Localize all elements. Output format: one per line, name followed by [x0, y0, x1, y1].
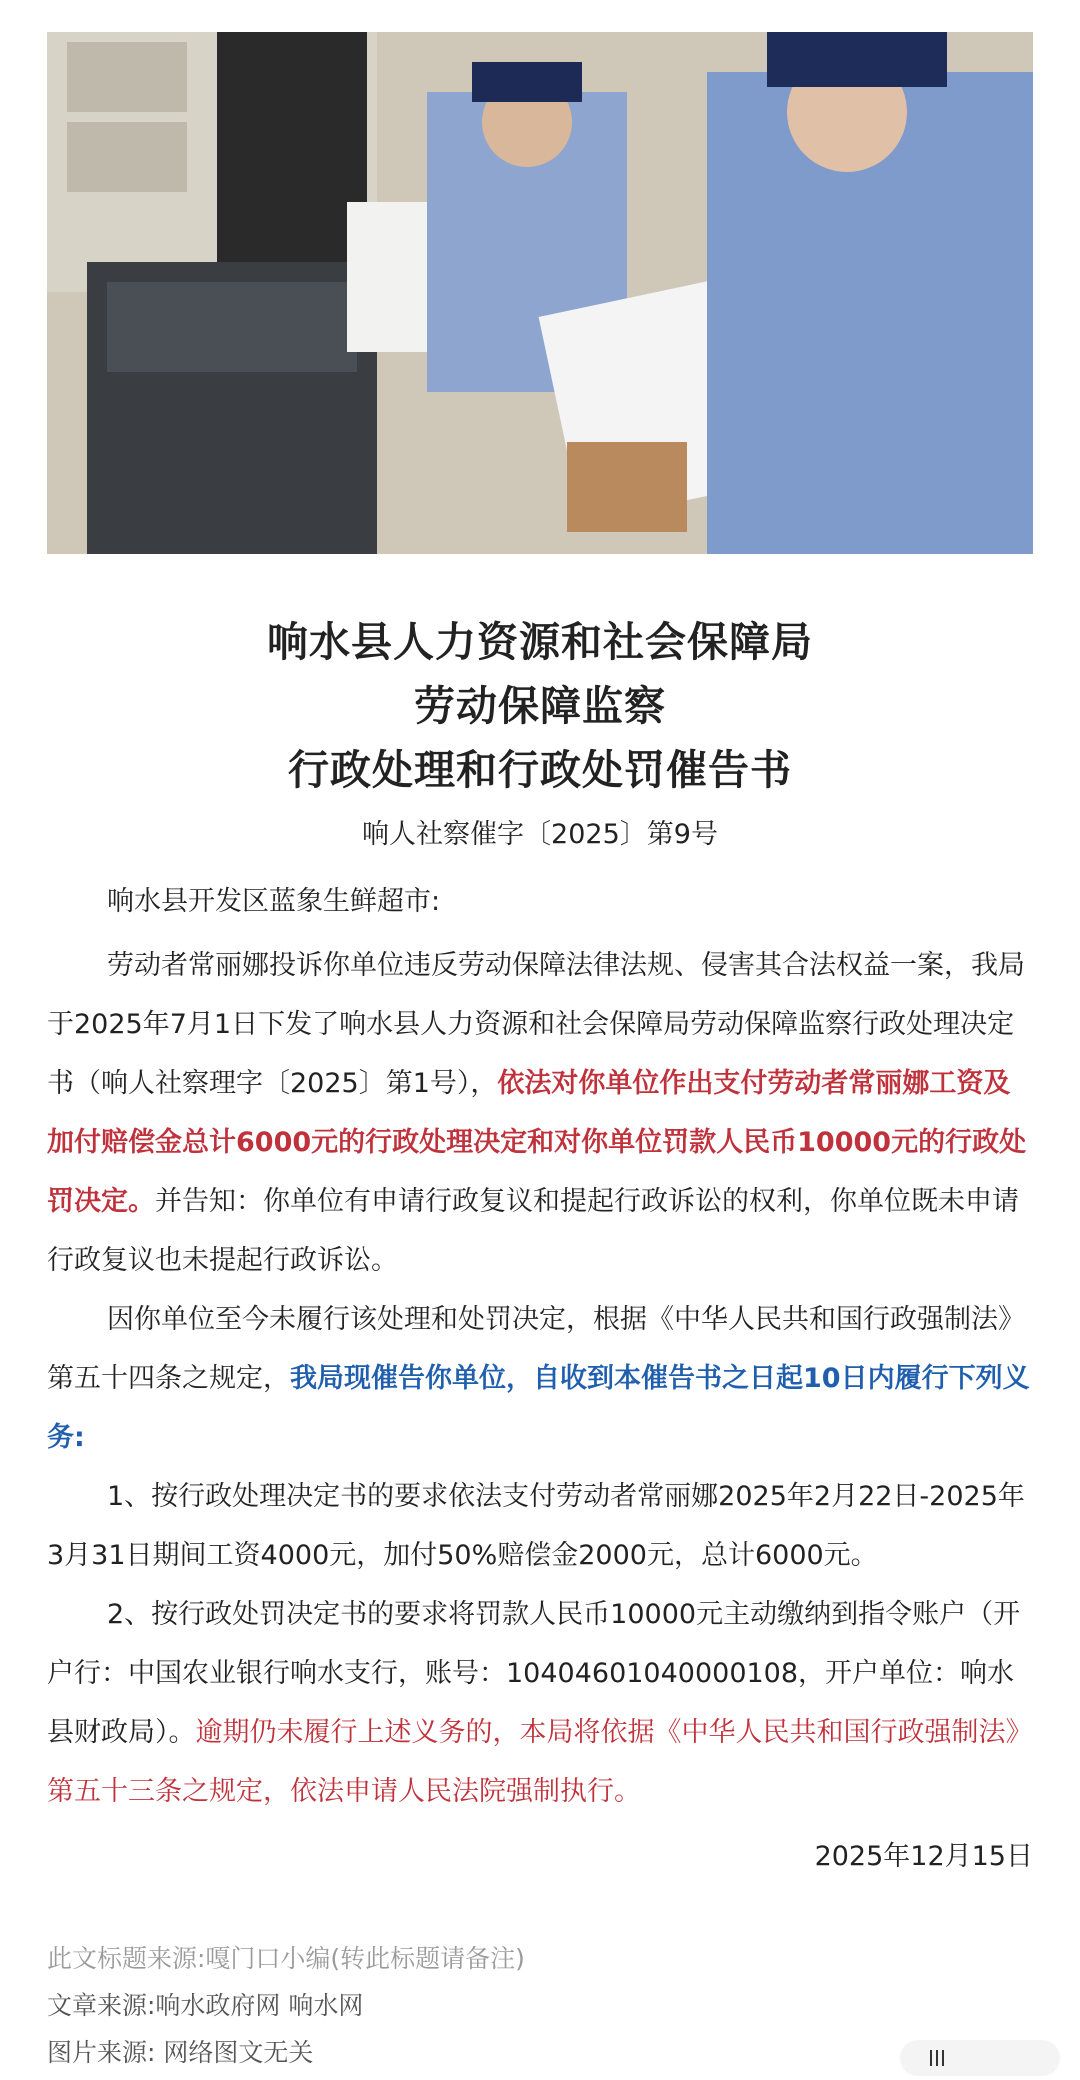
- title-line-2: 劳动保障监察: [414, 682, 666, 730]
- document-title: [0, 610, 1080, 802]
- paragraph-1-highlight: 依法对你单位作出支付劳动者常丽娜工资及加付赔偿金总计6000元的行政处理决定和对你单位罚款人民币10000元的行政处罚决定。: [47, 1068, 1027, 1217]
- paragraph-1-notice: 并告知：你单位有申请行政复议和提起行政诉讼的权利，你单位既未申请行政复议也未提起行政诉讼。: [47, 1186, 1019, 1276]
- addressee: 响水县开发区蓝象生鲜超市:: [107, 886, 441, 917]
- article-source: 文章来源:响水政府网 响水网: [47, 1991, 364, 2020]
- title-source: 此文标题来源:嘎门口小编(转此标题请备注): [47, 1944, 525, 1973]
- floating-toolbar[interactable]: [900, 2040, 1060, 2076]
- obligation-2-warning: 逾期仍未履行上述义务的，本局将依据《中华人民共和国行政强制法》第五十三条之规定，依法申请人民法院强制执行。: [47, 1717, 1033, 1807]
- issue-date: 2025年12月15日: [814, 1841, 1033, 1872]
- inspection-photo: [47, 32, 1033, 554]
- obligation-2-text: 2、按行政处罚决定书的要求将罚款人民币10000元主动缴纳到指令账户（开户行：中国农业银行响水支行，账号：10404601040000108，开户单位：响水县财政局）。: [47, 1599, 1021, 1748]
- paragraph-1-intro: 劳动者常丽娜投诉你单位违反劳动保障法律法规、侵害其合法权益一案，我局于2025年7月1日下发了响水县人力资源和社会保障局劳动保障监察行政处理决定书（响人社察理字〔2025〕第1号），: [47, 950, 1025, 1099]
- paragraph-2-intro: 因你单位至今未履行该处理和处罚决定，根据《中华人民共和国行政强制法》第五十四条之规定，: [47, 1304, 1025, 1394]
- paragraph-1: [47, 936, 1033, 1290]
- image-source: 图片来源: 网络图文无关: [47, 2038, 314, 2067]
- obligation-2: [47, 1585, 1033, 1821]
- document-number: 响人社察催字〔2025〕第9号: [362, 819, 718, 850]
- paragraph-2-highlight: 我局现催告你单位，自收到本催告书之日起10日内履行下列义务:: [47, 1363, 1030, 1453]
- paragraph-2: [47, 1290, 1033, 1467]
- title-line-3: 行政处理和行政处罚催告书: [288, 746, 792, 794]
- source-footer: [47, 1935, 1033, 2076]
- obligation-1: 1、按行政处理决定书的要求依法支付劳动者常丽娜2025年2月22日-2025年3月31日期间工资4000元，加付50%赔偿金2000元，总计6000元。: [47, 1481, 1025, 1571]
- document-body: [47, 872, 1033, 1887]
- title-line-1: 响水县人力资源和社会保障局: [267, 618, 813, 666]
